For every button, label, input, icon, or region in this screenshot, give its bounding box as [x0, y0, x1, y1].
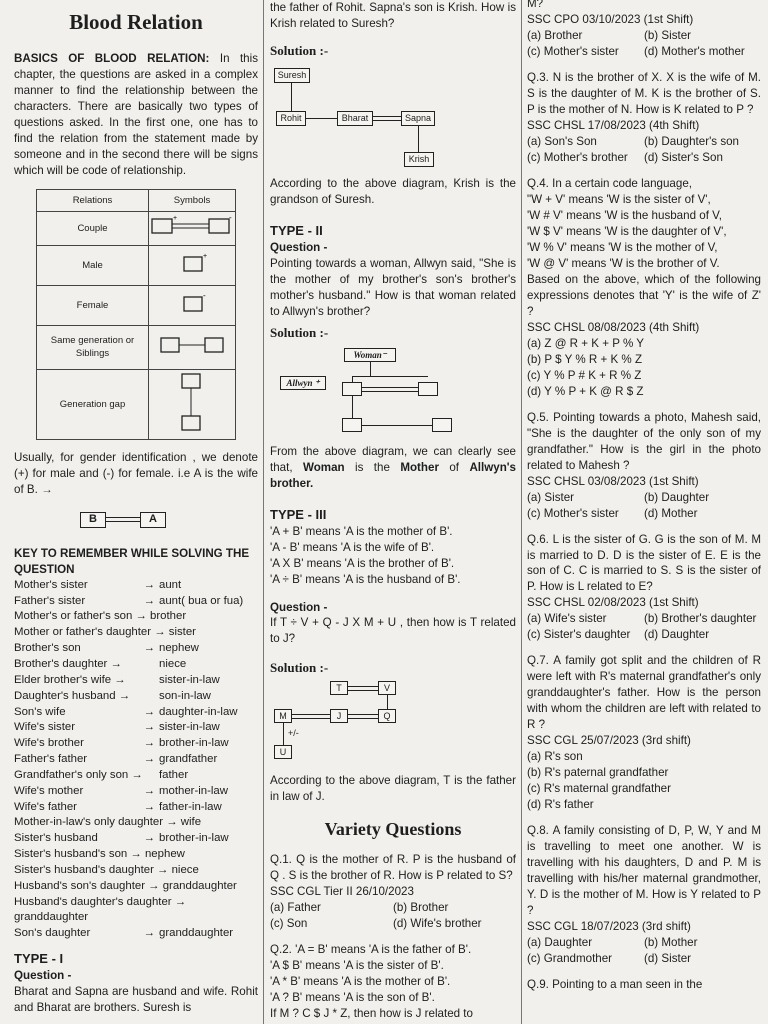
node-son [342, 418, 362, 432]
question-8-options: (a) Daughter (b) Mother [527, 936, 698, 950]
couple-symbol [149, 211, 236, 245]
diagram-2 [270, 346, 516, 438]
node-q: Q [378, 709, 396, 723]
type-1-question: Bharat and Sapna are husband and wife. Rohit and Bharat are brothers. Suresh is [14, 985, 258, 1015]
node-woman: Woman⁻ [344, 348, 396, 362]
edge [362, 387, 418, 388]
question-2-options: (c) Mother's sister (d) Mother's mother [527, 44, 745, 58]
question-2: Q.2. 'A = B' means 'A is the father of B'. 'A $ B' means 'A is the sister of B'. 'A * B' means 'A is the mother of B'. 'A ? B' means 'A is the son of B'. If M ? C $ J * Z, then how is J related to [270, 943, 473, 1021]
type-3-line: 'A ÷ B' means 'A is the husband of B'. [270, 572, 461, 586]
question-6-source: SSC CHSL 02/08/2023 (1st Shift) [527, 596, 699, 610]
page-title: Blood Relation [69, 10, 203, 34]
key-item: Son's daughter → granddaughter [14, 927, 234, 940]
question-6: Q.6. L is the sister of G. G is the son of M. M is married to D. D is the sister of E. E is the son of C. C is married to S. S is the sister of P. How is L related to E? [527, 532, 761, 594]
diagram-3 [270, 681, 516, 771]
solution-label: Solution :- [270, 42, 329, 58]
type-2-question-label: Question - [270, 240, 328, 254]
example-diagram [14, 502, 258, 536]
question-7: Q.7. A family got split and the children of R were left with R's maternal grandfather's only granddaughter's father. How is the person with whom the children are left with related to R ? [527, 654, 761, 732]
edge [292, 718, 330, 719]
question-5-options: (a) Sister (b) Daughter [527, 490, 710, 504]
key-item: Brother's son → nephew [14, 642, 199, 655]
edge [352, 376, 428, 377]
diagram-3-conclusion: According to the above diagram, T is the father in law of J. [270, 774, 516, 804]
couple-line [106, 521, 140, 522]
key-item: Father's sister → aunt( bua or fua) [14, 594, 244, 607]
question-7-option: (b) R's paternal grandfather [527, 766, 669, 780]
variety-questions-heading: Variety Questions [324, 819, 462, 840]
type-1-question-cont: the father of Rohit. Sapna's son is Krish. How is Krish related to Suresh? [270, 1, 516, 30]
question-1-options: (c) Son (d) Wife's brother [270, 917, 482, 931]
svg-text:+: + [203, 253, 208, 261]
edge [418, 126, 419, 152]
svg-text:+: + [173, 215, 178, 223]
node-u: U [274, 745, 292, 759]
node-sapna: Sapna [401, 111, 435, 126]
type-3-line: 'A + B' means 'A is the mother of B'. [270, 524, 453, 538]
table-header: Relations [37, 189, 149, 211]
node-t: T [330, 681, 348, 695]
question-2-cont: M? [527, 0, 544, 10]
node-rohit: Rohit [276, 111, 306, 126]
edge [306, 118, 337, 119]
siblings-symbol [149, 325, 236, 369]
key-list [14, 578, 258, 942]
edge [348, 690, 378, 691]
key-item: Mother-in-law's only daughter → wife [14, 816, 202, 829]
generation-gap-symbol [149, 369, 236, 439]
type-3-line: 'A X B' means 'A is the brother of B'. [270, 556, 455, 570]
question-4: Q.4. In a certain code language, "W + V' means 'W is the sister of V', 'W # V' means 'W is the husband of V, 'W $ V' means 'W is the daughter of V', 'W % V' means 'W is the mother of V, 'W @ V' means 'W is the brother of V. Based on the above, which of the following expressions denotes that 'Y' is the wife of Z' ? [527, 176, 761, 318]
key-item: Mother's or father's son → brother [14, 610, 187, 623]
key-item: Mother's sister → aunt [14, 578, 182, 591]
edge [348, 714, 378, 715]
diagram-1-conclusion: According to the above diagram, Krish is the grandson of Suresh. [270, 176, 516, 206]
question-8-source: SSC CGL 18/07/2023 (3rd shift) [527, 920, 691, 934]
question-3-source: SSC CHSL 17/08/2023 (4th Shift) [527, 118, 700, 132]
key-item: Sister's husband's daughter → niece [14, 863, 199, 876]
edge [370, 362, 371, 376]
usually-paragraph: Usually, for gender identification , we denote (+) for male and (-) for female. i.e A is the wife of B. → [14, 450, 258, 496]
key-item: Husband's daughter's daughter → [14, 895, 187, 908]
key-item: Son's wife → daughter-in-law [14, 705, 238, 718]
key-heading: KEY TO REMEMBER WHILE SOLVING THE QUESTION [14, 546, 250, 576]
node-allwyn: Allwyn ⁺ [280, 376, 326, 390]
key-item: Brother's daughter → niece [14, 657, 187, 670]
key-item: Grandfather's only son → father [14, 768, 189, 781]
edge [352, 396, 353, 418]
node-bharat: Bharat [337, 111, 373, 126]
table-cell: Couple [37, 211, 149, 245]
example-box-a: A [140, 512, 166, 528]
key-item: Daughter's husband → son-in-law [14, 689, 211, 702]
table-cell: Same generation or Siblings [37, 325, 149, 369]
edge [283, 723, 284, 745]
edge [362, 425, 432, 426]
question-3: Q.3. N is the brother of X. X is the wife of M. S is the daughter of M. K is the brother of S. P is the mother of N. How is K related to P ? [527, 70, 761, 116]
node-j: J [330, 709, 348, 723]
question-7-option: (d) R's father [527, 798, 594, 812]
column-divider [521, 0, 522, 1024]
column-3 [527, 0, 761, 1024]
type-3-question-label: Question - [270, 600, 328, 614]
solution-label: Solution :- [270, 660, 329, 676]
question-7-source: SSC CGL 25/07/2023 (3rd shift) [527, 734, 691, 748]
question-9: Q.9. Pointing to a man seen in the [527, 978, 703, 992]
table-cell: Male [37, 245, 149, 285]
question-8-options: (c) Grandmother (d) Sister [527, 952, 692, 966]
question-4-option: (a) Z @ R + K + P % Y [527, 336, 645, 350]
key-item: granddaughter [14, 911, 89, 924]
key-item: Mother or father's daughter → sister [14, 626, 196, 639]
question-7-option: (a) R's son [527, 750, 583, 764]
gender-unknown-label: +/- [288, 728, 299, 739]
edge [291, 83, 292, 111]
question-4-option: (c) Y % P # K + R % Z [527, 368, 642, 382]
key-item: Wife's father → father-in-law [14, 800, 222, 813]
key-item: Sister's husband → brother-in-law [14, 832, 229, 845]
question-5-options: (c) Mother's sister (d) Mother [527, 506, 698, 520]
example-box-b: B [80, 512, 106, 528]
question-4-source: SSC CHSL 08/08/2023 (4th Shift) [527, 320, 700, 334]
key-item: Sister's husband's son → nephew [14, 848, 185, 861]
node-suresh: Suresh [274, 68, 310, 83]
question-3-options: (c) Mother's brother (d) Sister's Son [527, 150, 723, 164]
edge [362, 391, 418, 392]
question-6-options: (c) Sister's daughter (d) Daughter [527, 628, 710, 642]
type-1-heading: TYPE - I [14, 951, 64, 967]
node-wife [418, 382, 438, 396]
table-cell: Female [37, 285, 149, 325]
type-3-line: 'A - B' means 'A is the wife of B'. [270, 540, 435, 554]
question-3-options: (a) Son's Son (b) Daughter's son [527, 134, 740, 148]
question-1: Q.1. Q is the mother of R. P is the husband of Q . S is the brother of R. How is P related to S? [270, 853, 516, 883]
question-4-option: (b) P $ Y % R + K % Z [527, 352, 643, 366]
key-item: Elder brother's wife → sister-in-law [14, 673, 220, 686]
column-2 [270, 0, 516, 1024]
female-symbol [149, 285, 236, 325]
table-header: Symbols [149, 189, 236, 211]
question-1-options: (a) Father (b) Brother [270, 901, 449, 915]
node-v: V [378, 681, 396, 695]
edge [348, 686, 378, 687]
male-symbol [149, 245, 236, 285]
question-1-source: SSC CGL Tier II 26/10/2023 [270, 885, 414, 899]
node-m: M [274, 709, 292, 723]
diagram-1 [270, 64, 516, 170]
node-son-brother [432, 418, 452, 432]
question-7-option: (c) R's maternal grandfather [527, 782, 671, 796]
basics-paragraph: BASICS OF BLOOD RELATION: In this chapter, the questions are asked in a complex manner to find the relationship between the characters. There are basically two types of questions asked. In the first one, one has to find the relation from the statement made by someone and in the second there will be signs which will be code of relationship. [14, 51, 258, 177]
node-brother [342, 382, 362, 396]
key-item: Wife's sister → sister-in-law [14, 721, 220, 734]
type-3-question: If T ÷ V + Q - J X M + U , then how is T related to J? [270, 616, 516, 646]
svg-text:-: - [203, 291, 206, 301]
key-item: Father's father → grandfather [14, 753, 218, 766]
key-item: Wife's brother → brother-in-law [14, 737, 229, 750]
solution-label: Solution :- [270, 324, 329, 340]
key-item: Wife's mother → mother-in-law [14, 784, 228, 797]
relations-table [36, 189, 236, 440]
edge [292, 714, 330, 715]
question-2-options: (a) Brother (b) Sister [527, 28, 692, 42]
type-3-heading: TYPE - III [270, 506, 327, 522]
question-2-source: SSC CPO 03/10/2023 (1st Shift) [527, 12, 694, 26]
node-krish: Krish [404, 152, 434, 167]
question-5-source: SSC CHSL 03/08/2023 (1st Shift) [527, 474, 699, 488]
type-2-question: Pointing towards a woman, Allwyn said, "She is the mother of my brother's son's brother's mother's husband." How is that woman related to Allwyn's brother? [270, 256, 516, 318]
edge [348, 718, 378, 719]
couple-line [106, 517, 140, 518]
table-cell: Generation gap [37, 369, 149, 439]
edge [373, 120, 401, 121]
column-divider [263, 0, 264, 1024]
diagram-2-conclusion: From the above diagram, we can clearly see that, Woman is the Mother of Allwyn's brother. [270, 444, 516, 490]
edge [387, 695, 388, 709]
question-5: Q.5. Pointing towards a photo, Mahesh said, "She is the daughter of the only son of my grandfather." How is the girl in the photo related to Mahesh ? [527, 410, 761, 472]
edge [373, 116, 401, 117]
svg-text:-: - [229, 214, 232, 223]
question-6-options: (a) Wife's sister (b) Brother's daughter [527, 612, 757, 626]
question-4-option: (d) Y % P + K @ R $ Z [527, 384, 644, 398]
key-item: Husband's son's daughter → granddaughter [14, 879, 237, 892]
column-1 [14, 0, 258, 1024]
type-2-heading: TYPE - II [270, 222, 323, 238]
type-1-question-label: Question - [14, 969, 72, 983]
question-8: Q.8. A family consisting of D, P, W, Y and M is travelling to meet one another. W is travelling with his daughters, D and P. M is travelling with his/her maternal grandmother, Y. D is the mother of M. How is Y related to P ? [527, 824, 761, 918]
